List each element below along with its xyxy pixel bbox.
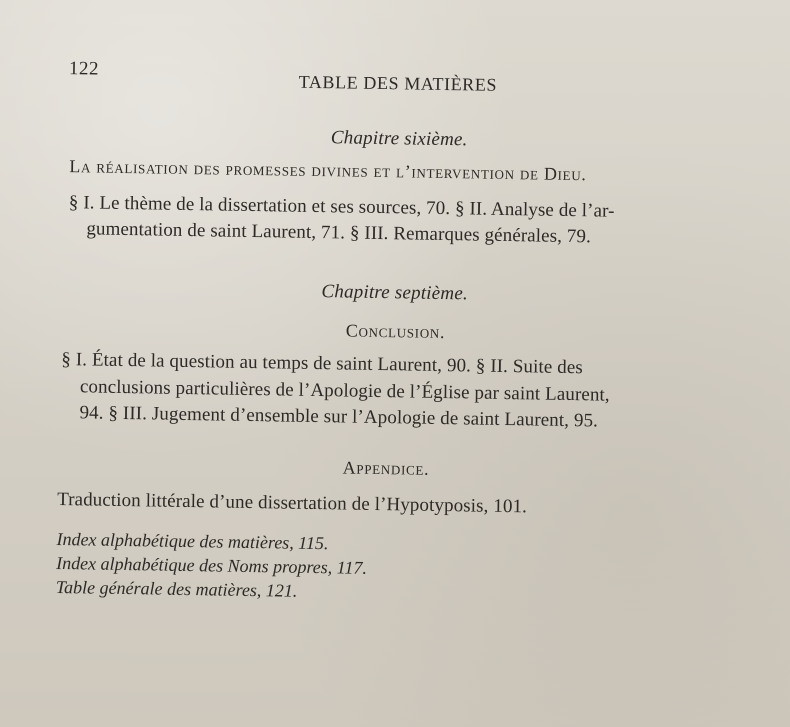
index-entry: Index alphabétique des matières, 115.	[56, 528, 329, 554]
chapter-seven-title: Conclusion.	[345, 320, 446, 343]
index-entry: Index alphabétique des Noms propres, 117.	[56, 552, 368, 578]
chapter-six-line: § I. Le thème de la dissertation et ses sources, 70. § II. Analyse de l’ar-	[68, 192, 615, 222]
appendix-entry: Traduction littérale d’une dissertation de l’Hypotyposis, 101.	[56, 488, 528, 518]
chapter-six-title: La réalisation des promesses divines et l’intervention de Dieu.	[69, 156, 587, 185]
chapter-seven-line: conclusions particulières de l’Apologie de l’Église par saint Laurent,	[79, 376, 610, 406]
page-number: 122	[68, 58, 100, 80]
chapter-six-heading: Chapitre sixième.	[330, 127, 468, 151]
appendix-heading: Appendice.	[342, 457, 430, 479]
running-title: TABLE DES MATIÈRES	[298, 71, 498, 95]
chapter-seven-line: § I. État de la question au temps de saint Laurent, 90. § II. Suite des	[61, 349, 584, 379]
chapter-seven-line: 94. § III. Jugement d’ensemble sur l’Apologie de saint Laurent, 95.	[79, 402, 599, 432]
index-entry: Table générale des matières, 121.	[55, 576, 298, 601]
chapter-six-line: gumentation de saint Laurent, 71. § III. Remarques générales, 79.	[86, 218, 592, 248]
chapter-seven-heading: Chapitre septième.	[321, 281, 469, 305]
